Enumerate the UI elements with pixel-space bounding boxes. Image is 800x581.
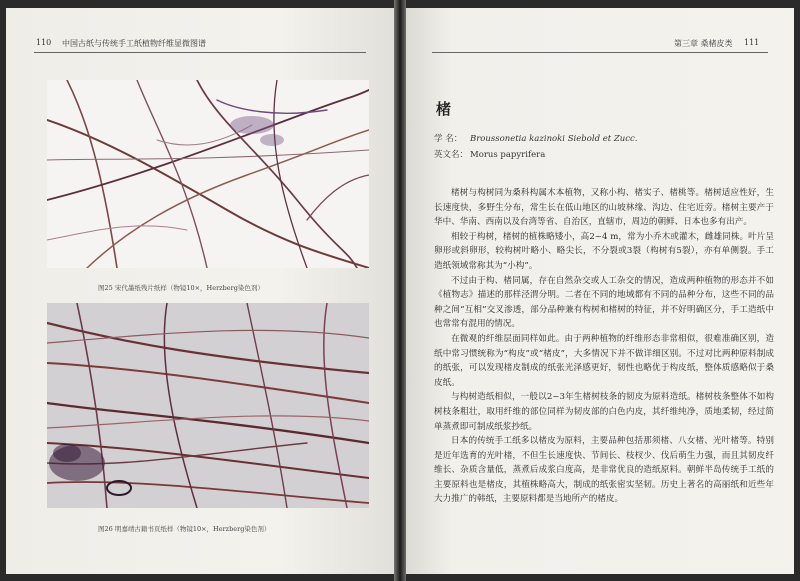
left-header-rule <box>34 52 366 53</box>
scientific-name-row <box>434 132 637 144</box>
book-gutter <box>394 0 406 581</box>
left-page <box>6 8 394 574</box>
body-paragraph: 相较于构树，楮树的植株略矮小，高2~4 m，常为小乔木或灌木，雌雄同株。叶片呈卵形或斜卵形，较构树叶略小、略尖长，不分裂或3裂（构树有5裂），亦有单侧裂。手工造纸领域常称其为“小构”。 <box>434 231 774 271</box>
entry-body <box>434 186 774 507</box>
left-running-head: 中国古纸与传统手工纸植物纤维显微图谱 <box>62 39 206 48</box>
body-paragraph: 不过由于构、楮同属，存在自然杂交或人工杂交的情况，造成两种植物的形态并不如《植物志》描述的那样泾渭分明。二者在不同的地域都有不同的品种分布，这些不同的品种之间“互相”交叉渗透，部分品种兼有构树和楮树的特征，并不好明确区分，手工造纸中也常常有混用的情况。 <box>434 275 774 330</box>
english-name-label: 英文名： <box>434 150 469 160</box>
entry-title: 楮 <box>436 100 452 118</box>
body-paragraph: 在微观的纤维层面同样如此。由于两种植物的纤维形态非常相似，很难准确区别，造纸中常习惯统称为“构皮”或“楮皮”，大多情况下并不做详细区别。不过对比两种原料制成的纸张，可以发现楮皮制成的纸张光泽感更好，韧性也略优于构皮纸，整体质感略似于桑皮纸。 <box>434 333 774 388</box>
body-paragraph: 与构树造纸相似，一般以2~3年生楮树枝条的韧皮为原料造纸。楮树枝条整体不如构树枝条粗壮，取用纤维的部位同样为韧皮部的白色内皮，其纤维纯净，质地柔韧，经过简单蒸煮即可制成纸浆抄纸。 <box>434 392 774 432</box>
scientific-name-label: 学 名： <box>434 134 463 144</box>
fiber-micrograph-dense <box>47 303 369 508</box>
fiber-micrograph-light <box>47 80 369 268</box>
body-paragraph: 楮树与构树同为桑科构属木本植物，又称小构、楮实子、楮桃等。楮树适应性好，生长速度快，多野生分布，常生长在低山地区的山坡林缘、沟边、住宅近旁。楮树主要产于华中、华南、西南以及台湾等省、自治区，直辖市，周边的朝鲜、日本也多有出产。 <box>434 188 774 228</box>
left-page-number: 110 <box>36 38 52 47</box>
body-paragraph: 日本的传统手工纸多以楮皮为原料，主要品种包括那须楮、八女楮、光叶楮等。特别是近年选育的光叶楮，不但生长速度快、节间长、枝杈少、伐后萌生力强，而且其韧皮纤维长、杂质含量低，蒸煮后成浆白度高，是非常优良的造纸原料。朝鲜半岛传统手工纸的主要原料也是楮皮，其植株略高大，制成的纸张密实坚韧。历史上著名的高丽纸和近些年大力推广的韩纸，主要原料都是当地所产的楮皮。 <box>434 436 774 505</box>
right-page-number: 111 <box>744 38 760 47</box>
right-header-rule <box>432 52 768 53</box>
chapter-head: 第三章 桑楮皮类 <box>674 39 733 48</box>
figure-25-caption: 图25 宋代墨纸残片纸样（物镜10×，Herzberg染色剂） <box>98 284 264 292</box>
scientific-name: Broussonetia kazinoki Siebold et Zucc. <box>470 134 638 144</box>
english-name-row <box>434 148 545 160</box>
figure-26-caption: 图26 明嘉靖古籍书页纸样（物镜10×，Herzberg染色剂） <box>98 525 271 533</box>
figure-26-micrograph <box>47 303 369 508</box>
figure-25-micrograph <box>47 80 369 268</box>
right-page <box>406 8 794 574</box>
english-name: Morus papyrifera <box>470 150 546 160</box>
